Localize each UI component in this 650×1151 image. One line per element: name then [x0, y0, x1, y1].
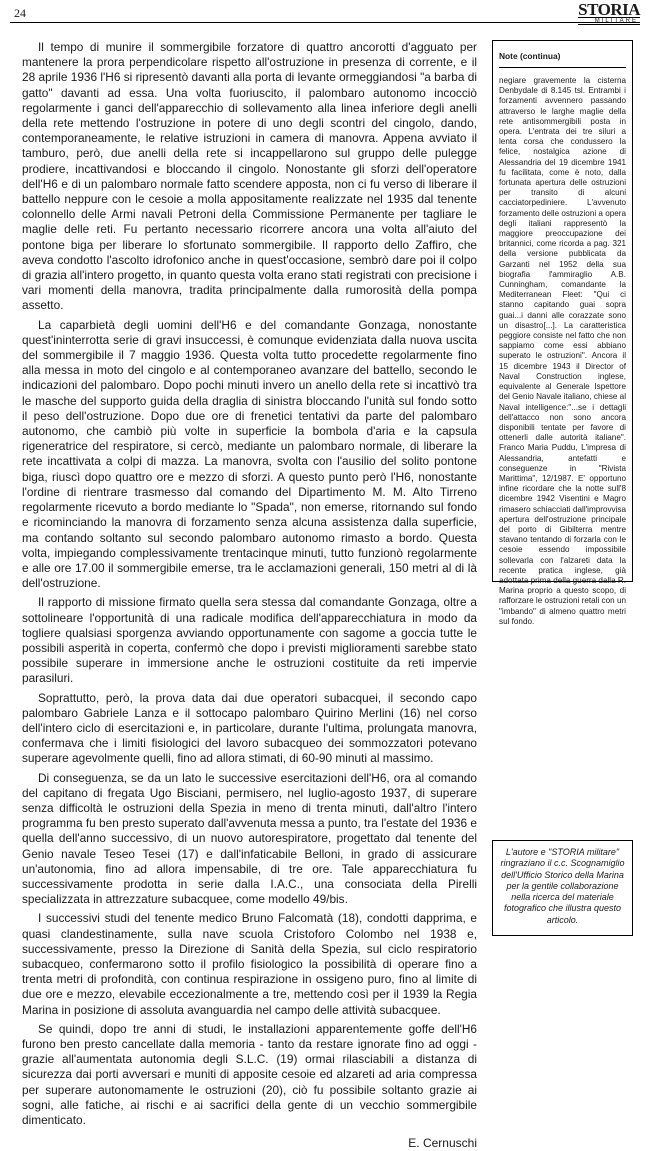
author-signature: E. Cernuschi: [408, 1136, 477, 1151]
notes-text: negiare gravemente la cisterna Denbydale di 8.145 tsl. Entrambi i forzamenti avvennero passando attraverso le larghe maglie della rete antisommergibili posta in opera. L'entrata dei tre siluri a lenta corsa che condussero la felice, nostalgica azione di Alessandria del 19 dicembre 1941 fu facilitata, come è noto, dalla fortunata apertura delle ostruzioni per transito di alcuni cacciatorpediniere. L'avvenuto forzamento delle ostruzioni a opera degli italiani rappresentò la maggiore preoccupazione dei britannici, come ricorda a pag. 321 della versione pubblicata da Garzanti nel 1952 della sua biografia l'ammiraglio A.B. Cunningham, comandante la Mediterranean Fleet: "Qui ci stanno capitando guai sopra guai...i danni alle corazzate sono un disastro[...]. La caratteristica peggiore consiste nel fatto che non sappiamo come essi abbiano superato le ostruzioni". Ancora il 15 dicembre 1943 il Director of Naval Construction inglese, equivalente al Generale Ispettore del Genio Navale italiano, chiese al Naval intelligence:"...se i dettagli dell'attacco non sono ancora disponibili tentate per favore di ottenerli dalle autorità italiane". Franco Maria Puddu, L'impresa di Alessandria, antefatti e conseguenze in "Rivista Marittima", 12/1987. E' opportuno infine ricordare che la notte sull'8 dicembre 1942 Visentini e Magro rimasero schiacciati dall'improvvisa apertura dell'ostruzione principale del porto di Gibilterra mentre stavano tentando di forzarla con le cesoie essendo impossibile sollevarla con l'alzareti data la recente pratica inglese, già adottata prima della guerra dalla R. Marina proprio a questo scopo, di rafforzare le ostruzioni retali con un "imbando" di almeno quattro metri sul fondo.: [499, 76, 626, 626]
article-paragraph: I successivi studi del tenente medico Bruno Falcomatà (18), condotti dapprima, e quasi clandestinamente, sulla nave scuola Cristoforo Colombo nel 1938 e, successivamente, presso la Direzione di Sanità della Spezia, sul ciclo respiratorio subacqueo, confermarono sotto il profilo fisiologico la possibilità di operare fino a trenta metri di profondità, con continua respirazione in ossigeno puro, fino al limite di due ore e mezzo, elevabile eccezionalmente a tre, mettendo così per il 1939 la Regia Marina in posizione di assoluta avanguardia nel campo delle attività subacquee.: [22, 911, 477, 1017]
article-paragraph: Il rapporto di missione firmato quella sera stessa dal comandante Gonzaga, oltre a sottolineare l'opportunità di una radicale modifica dell'apparecchiatura in modo da togliere qualsiasi sporgenza avviando opportunamente con sagome a goccia tutte le possibili asperità in coperta, confermò che dopo i previsti miglioramenti sarebbe stato possibile superare in immersione anche le ostruzioni costituite da reti impervie parasiluri.: [22, 595, 477, 686]
acknowledgement-box: [492, 840, 633, 936]
magazine-logo-subtitle: MILITARE: [578, 17, 640, 25]
page-number: 24: [14, 6, 26, 20]
article-paragraph: Il tempo di munire il sommergibile forzatore di quattro ancorotti d'agguato per mantenere la prora perpendicolare rispetto all'ostruzione in presenza di corrente, e il 28 aprile 1936 l'H6 si ripresentò davanti alla porta di levante ormeggiandosi "a barba di gatto" davanti ad essa. Una volta fuoriuscito, il palombaro autonomo incocciò regolarmente i ganci dell'apparecchio di sollevamento alla linea inferiore degli anelli della rete mettendo l'ostruzione in potere di uno degli scontri del cingolo, dando, contemporaneamente, le relative istruzioni in camera di manovra. Appena avviato il tamburo, però, due anelli della rete si incappellarono sul gruppo delle pulegge prodiere, incattivandosi e bloccando il cingolo. Nonostante gli sforzi dell'operatore dell'H6 e di un palombaro normale fatto scendere apposta, non ci fu verso di liberare il battello neppure con le cesoie a molla appositamente realizzate nel 1935 dal tenente colonnello delle Armi navali Petroni della Commissione Permanente per tagliare le maglie delle reti. Fu pertanto necessario ricorrere ancora una volta all'aiuto del pontone biga per liberare lo sfortunato sommergibile. Il rapporto dello Zaffiro, che aveva condotto l'ascolto idrofonico anche in quest'occasione, sembrò dare poi il colpo di grazia all'intero progetto, in quanto questa volta erano stati registrati con precisione i vari momenti della manovra, tradita principalmente dalla rumorosità della pompa assetto.: [22, 40, 477, 313]
article-paragraph: Soprattutto, però, la prova data dai due operatori subacquei, il secondo capo palombaro Gabriele Lanza e il sottocapo palombaro Quirino Merlini (16) nel corso dell'intero ciclo di esercitazioni e, in particolare, durante l'ultima, prolungata manovra, confermava che i limiti fisiologici del lavoro subacqueo dei sommozzatori potevano superare agevolmente quelli, fino ad allora stimati, di 60-90 minuti al massimo.: [22, 690, 477, 766]
article-paragraph: Se quindi, dopo tre anni di studi, le installazioni apparentemente goffe dell'H6 furono ben presto cancellate dalla memoria - tanto da restare ignorate fino ad oggi - grazie all'aumentata autonomia degli S.L.C. (19) ormai rilasciabili a distanza di sicurezza dai porti avversari e muniti di apposite cesoie ed alzareti ad aria compressa per superare autonomamente le ostruzioni (20), ciò fu possibile soltanto grazie ai sogni, alle fatiche, ai rischi e ai sacrifici della gente di un vecchio sommergibile dimenticato.: [22, 1021, 477, 1128]
notes-sidebar: [492, 40, 633, 626]
notes-title: Note (continua): [499, 47, 626, 68]
article-paragraph: Di conseguenza, se da un lato le successive esercitazioni dell'H6, ora al comando del capitano di fregata Ugo Bisciani, permisero, nel luglio-agosto 1937, di superare senza difficoltà le ostruzioni della Spezia in meno di trenta minuti, dall'altro l'intero programma fu ben presto superato dall'avvenuta messa a punto, tra l'estate del 1936 e quella dell'anno successivo, di un nuovo autorespiratore, progettato dal tenente del Genio navale Teseo Tesei (17) e dall'infaticabile Belloni, in grado di assicurare un'autonomia, fino ad allora impensabile, di tre ore. Tale apparecchiatura fu successivamente prodotta in serie dalla I.A.C., una consociata della Pirelli specializzata in attrezzature subacquee, come modello 49/bis.: [22, 770, 477, 907]
acknowledgement-text: L'autore e "STORIA militare" ringraziano il c.c. Scognamiglio dell'Ufficio Storico della Marina per la gentile collaborazione nella ricerca del materiale fotografico che illustra questo articolo.: [500, 847, 625, 925]
header-rule: [10, 22, 640, 23]
article-paragraph: La caparbietà degli uomini dell'H6 e del comandante Gonzaga, nonostante quest'ininterrotta serie di gravi insuccessi, è comunque evidenziata dalla nuova uscita del sommergibile il 7 maggio 1936. Questa volta tutto procedette regolarmente fino alla messa in moto del cingolo e al contemporaneo avanzare del battello, secondo le indicazioni del palombaro. Dopo pochi minuti invero un anello della rete si incattivò tra le masche del supporto guida della draglia di sinistra bloccando l'unità sul fondo sotto il peso dell'ostruzione. Dopo due ore di frenetici tentativi da parte del palombaro autonomo, che cambiò più volte in superficie la bombola d'aria e la capsula rigeneratrice del respiratore, si cercò, mediante un palombaro normale, di liberare la rete incattivata a colpi di mazza. La manovra, svolta con l'ausilio del solito pontone biga, riuscì dopo quattro ore e mezzo di sforzi. A questo punto però l'H6, nonostante l'ordine di rientrare trasmesso dal comando del Dipartimento M. M. Alto Tirreno regolarmente ricevuto a bordo mediante lo "Spada", non emerse, ritornando sul fondo e ricominciando la manovra di forzamento senza alcuna assistenza dalla superficie, ma contando soltanto sul secondo palombaro autonomo rimasto a bordo. Questa volta, impiegando complessivamente trentacinque minuti, tutto funzionò regolarmente e alle ore 17.00 il sommergibile emerse, tra le acclamazioni generali, 150 metri al di là dell'ostruzione.: [22, 317, 477, 591]
article-body: [22, 40, 477, 1151]
magazine-logo: STORIA: [578, 0, 640, 19]
